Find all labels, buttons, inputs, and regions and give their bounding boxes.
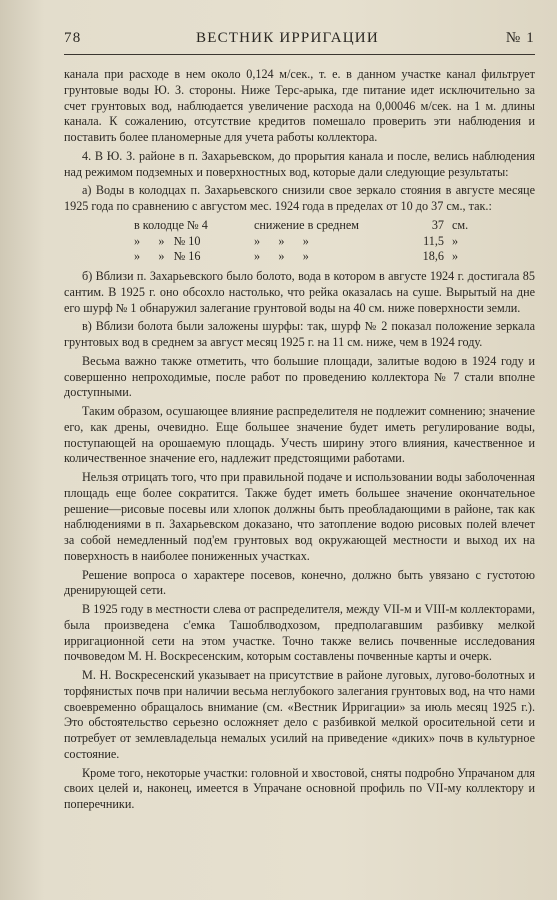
- paragraph: Нельзя отрицать того, что при правильной подаче и использовании воды заболоченная площадь еще более сократится. Также будет иметь большее значение окончательное решение—рисовые посевы или хлопок должны быть преобладающими в районе, так как наблюдениями в п. Захарьевском доказано, что затопление водою рисовых полей влечет за собой немедленный под'ем грунтовых вод окружающей местности и выход их на поверхность в наиболее пониженных участках.: [64, 470, 535, 563]
- unit-cell: »: [452, 249, 459, 264]
- table-row: [134, 249, 535, 265]
- unit-cell: »: [452, 233, 459, 248]
- table-row: [134, 234, 535, 250]
- paragraph: Таким образом, осушающее влияние распределителя не подлежит сомнению; значение его, как дрены, очевидно. Еще большее значение будет иметь регулирование воды, поступающей на орошаемую площадь. Учесть ширину этого влияния, качественное и количественное значение его, надлежит предстоящими работами.: [64, 404, 535, 466]
- paragraph: Кроме того, некоторые участки: головной и хвостовой, сняты подробно Упрачаном для своих целей и, наконец, имеется в Упрачане основной профиль по VII-му коллектору и поперечники.: [64, 765, 535, 812]
- issue-number: № 1: [505, 30, 535, 46]
- paragraph: Решение вопроса о характере посевов, конечно, должно быть увязано с густотою дренирующей сети.: [64, 567, 535, 598]
- paragraph: б) Вблизи п. Захарьевского было болото, вода в котором в августе 1924 г. достигала 85 сантим. В 1925 г. оно обсохло настолько, что рейка оказалась на суше. Вырытый на дне его шурф № 1 обнаружил залегание грунтовой воды на 40 см. ниже поверхности земли.: [64, 269, 535, 315]
- value-cell: 37: [431, 217, 444, 232]
- unit-cell: см.: [452, 217, 469, 232]
- label-cell: » » »: [254, 233, 309, 248]
- page-header: [64, 30, 535, 55]
- paragraph: канала при расходе в нем около 0,124 м/сек., т. е. в данном участке канал фильтрует грунтовые воды Ю. З. стороны. Ниже Терс-арыка, где питание идет исключительно за счет грунтовых вод, наблюдается увеличение расхода на 0,00046 м/сек. на 1 м. длины канала. К сожалению, отсутствие кредитов помешало проверить эти наблюдения и поставить более планомерные для учета работы коллектора.: [64, 67, 535, 144]
- paragraph: В 1925 году в местности слева от распределителя, между VII-м и VIII-м коллекторами, была произведена с'емка Ташоблводхозом, предполагавшим разбивку мелкой ирригационной сети на этом участке. Точно также велись почвенные исследования почвоведом М. Н. Воскресенским, которым составлены почвенные карты и очерк.: [64, 602, 535, 664]
- page-number: 78: [64, 30, 82, 46]
- well-cell: » » № 16: [134, 249, 201, 264]
- paragraph: а) Воды в колодцах п. Захарьевского снизили свое зеркало стояния в августе месяце 1925 года по сравнению с августом мес. 1924 года в пределах от 10 до 37 см., так.:: [64, 183, 535, 213]
- well-cell: в колодце № 4: [134, 217, 208, 232]
- label-cell: » » »: [254, 249, 309, 264]
- table-row: [134, 218, 535, 234]
- label-cell: снижение в среднем: [254, 217, 360, 232]
- value-cell: 11,5: [423, 233, 444, 248]
- well-cell: » » № 10: [134, 233, 201, 248]
- paragraph: в) Вблизи болота были заложены шурфы: так, шурф № 2 показал положение зеркала грунтовых вод в среднем за август месяц 1925 г. на 11 см. ниже, чем в 1924 году.: [64, 319, 535, 350]
- value-cell: 18,6: [422, 249, 444, 264]
- paragraph: М. Н. Воскресенский указывает на присутствие в районе луговых, лугово-болотных и торфянистых почв при наличии весьма неглубокого залегания грунтовых вод, на что нами своевременно обращалось внимание (см. «Вестник Ирригации» за июль месяц 1925 г.). Это обстоятельство серьезно осложняет дело с разбивкой мелкой оросительной сети и потребует от землевладельца немалых усилий на приведение «диких» почв в культурное состояние.: [64, 668, 535, 761]
- journal-title: ВЕСТНИК ИРРИГАЦИИ: [196, 30, 379, 46]
- article-body: [64, 67, 535, 813]
- paragraph: Весьма важно также отметить, что большие площади, залитые водою в 1924 году и совершенно непроходимые, после работ по проведению коллектора № 7 стали вполне доступными.: [64, 353, 535, 400]
- paragraph: 4. В Ю. З. районе в п. Захарьевском, до прорытия канала и после, велись наблюдения над режимом подземных и поверхностных вод, которые дали следующие результаты:: [64, 148, 535, 179]
- well-table: [134, 218, 535, 265]
